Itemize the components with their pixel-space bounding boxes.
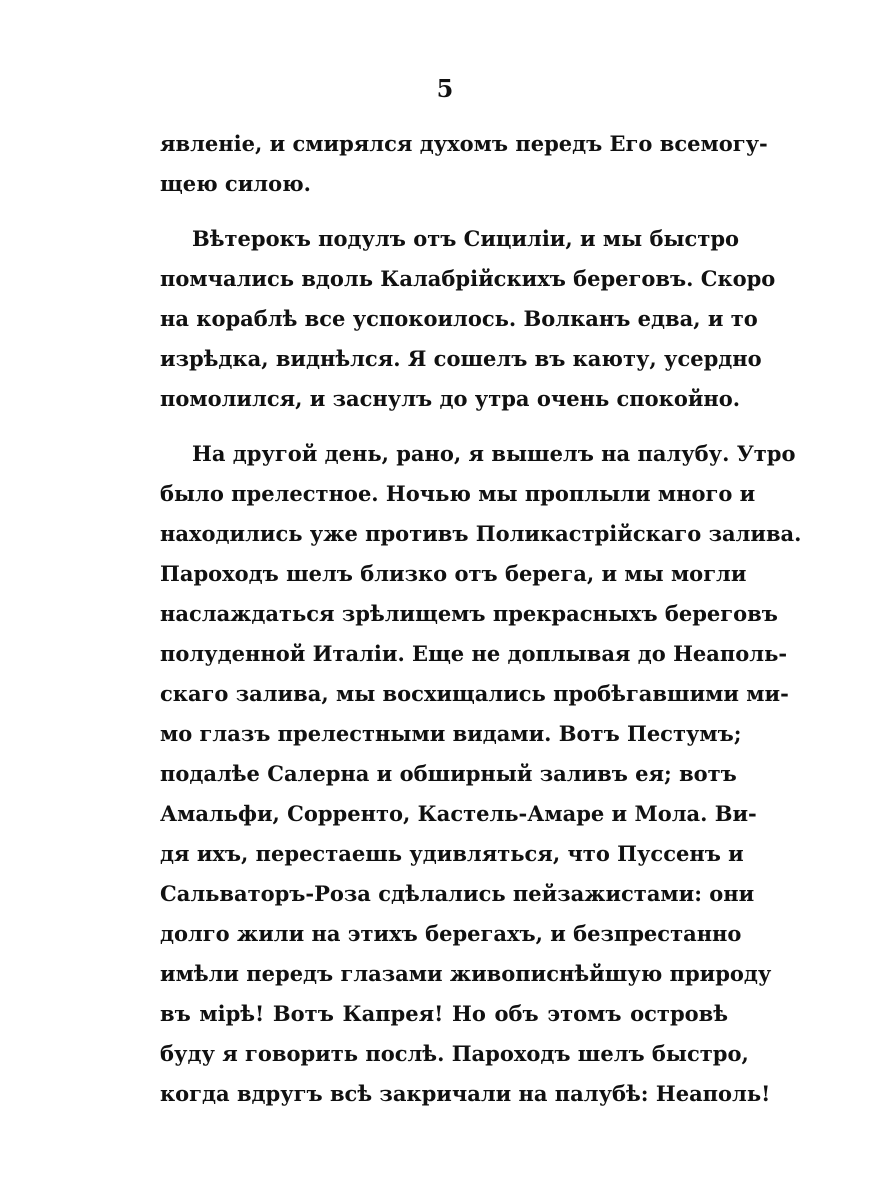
text-line: Вѣтерокъ подулъ отъ Сициліи, и мы быстро <box>192 226 740 251</box>
paragraph-2 <box>160 219 776 419</box>
text-line: когда вдругъ всѣ закричали на палубѣ: Неаполь! <box>160 1081 771 1106</box>
body-text <box>160 124 802 1129</box>
text-line: мо глазъ прелестными видами. Вотъ Пестумъ; <box>160 721 742 746</box>
paragraph-1 <box>160 124 768 204</box>
text-line: находились уже противъ Поликастрійскаго залива. <box>160 521 802 546</box>
text-line: буду я говорить послѣ. Пароходъ шелъ быстро, <box>160 1041 749 1066</box>
text-line: имѣли передъ глазами живописнѣйшую природу <box>160 961 772 986</box>
text-line: полуденной Италіи. Еще не доплывая до Неаполь- <box>160 641 788 666</box>
text-line: на кораблѣ все успокоилось. Волканъ едва, и то <box>160 306 758 331</box>
text-line: подалѣе Салерна и обширный заливъ ея; вотъ <box>160 761 737 786</box>
text-line: Пароходъ шелъ близко отъ берега, и мы могли <box>160 561 747 586</box>
text-line: скаго залива, мы восхищались пробѣгавшими ми- <box>160 681 789 706</box>
text-line: изрѣдка, виднѣлся. Я сошелъ въ каюту, усердно <box>160 346 762 371</box>
text-line: Сальваторъ-Роза сдѣлались пейзажистами: они <box>160 881 755 906</box>
text-line: дя ихъ, перестаешь удивляться, что Пуссенъ и <box>160 841 744 866</box>
page-number: 5 <box>436 74 454 103</box>
text-line: помчались вдоль Калабрійскихъ береговъ. Скоро <box>160 266 776 291</box>
text-line: На другой день, рано, я вышелъ на палубу. Утро <box>192 441 796 466</box>
text-line: щею силою. <box>160 171 311 196</box>
text-line: помолился, и заснулъ до утра очень спокойно. <box>160 386 741 411</box>
text-line: явленіе, и смирялся духомъ передъ Его всемогу- <box>160 131 768 156</box>
paragraph-3 <box>160 434 802 1114</box>
text-line: Амальфи, Сорренто, Кастель-Амаре и Мола. Ви- <box>160 801 757 826</box>
text-line: было прелестное. Ночью мы проплыли много и <box>160 481 756 506</box>
text-line: наслаждаться зрѣлищемъ прекрасныхъ береговъ <box>160 601 778 626</box>
text-line: въ мірѣ! Вотъ Капрея! Но объ этомъ островѣ <box>160 1001 728 1026</box>
text-line: долго жили на этихъ берегахъ, и безпрестанно <box>160 921 742 946</box>
